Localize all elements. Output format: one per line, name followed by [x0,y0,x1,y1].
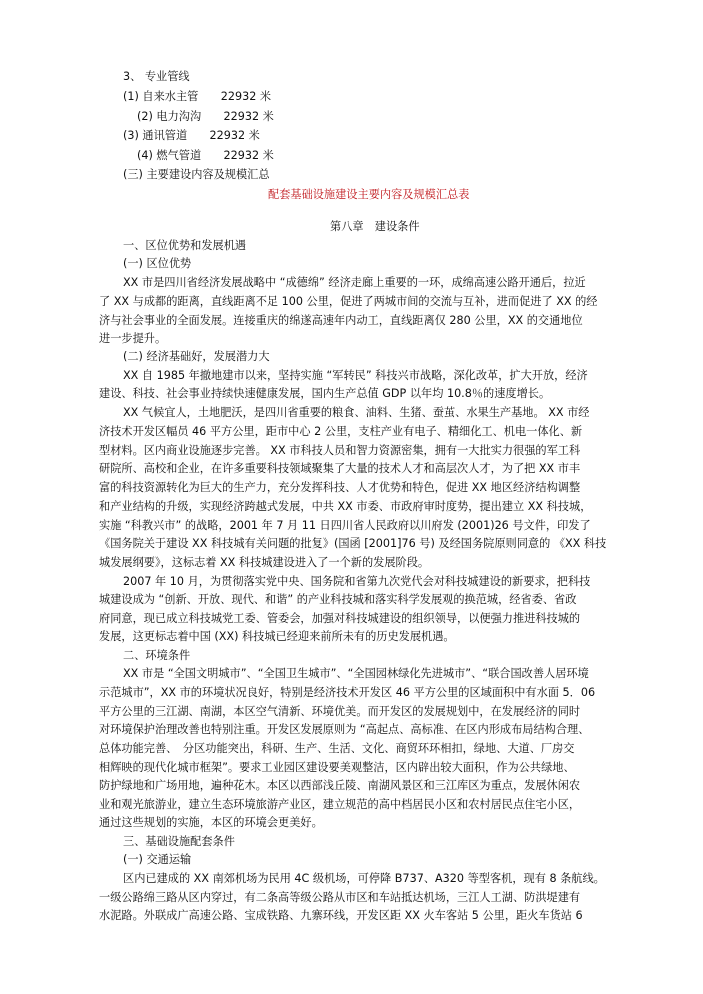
body-line: 实施 “科教兴市” 的战略，2001 年 7 月 11 日四川省人民政府以川府发 (2001)26 号文件，印发了 [99,519,591,532]
body-line: 了 XX 与成都的距离，直线距离不足 100 公里，促进了两城市间的交流与互补，进而促进了 XX 的经 [99,295,598,308]
body-line: 示范城市”，XX 市的环境状况良好，特别是经济技术开发区 46 平方公里的区域面积中有水面 5．06 [99,686,596,699]
body-line: 型材料。区内商业设施逐步完善。 XX 市科技人员和智力资源密集，拥有一大批实力很强的军工科 [99,444,581,457]
body-line: XX 自 1985 年撤地建市以来，坚持实施 “军转民” 科技兴市战略，深化改革，扩大开放，经济 [123,369,588,382]
body-line: XX 气候宜人，土地肥沃，是四川省重要的粮食、油料、生猪、蚕茧、水果生产基地。 XX 市经 [123,406,590,419]
body-line: 对环境保护治理改善也特别注重。开发区发展原则为 “高起点、高标准、在区内形成布局结构合理、 [99,723,590,736]
body-line: 济与社会事业的全面发展。连接重庆的绵遂高速年内动工，直线距离仅 280 公里，XX 的交通地位 [99,314,583,327]
chapter-title: 第八章 建设条件 [330,220,420,233]
section-heading: 一、区位优势和发展机遇 [123,239,247,252]
list-item: (1) 自来水主管 22932 米 [123,90,272,103]
body-line: 总体功能完善、 分区功能突出，科研、生产、生活、文化、商贸环环相扣，绿地、大道、厂房交 [99,742,575,755]
body-line: 通过这些规划的实施，本区的环境会更美好。 [99,816,323,829]
body-line: 府同意，现已成立科技城党工委、管委会，加强对科技城建设的组织领导，以便强力推进科技城的 [99,612,581,625]
body-line: 防护绿地和广场用地，遍种花木。本区以西部浅丘陵、南湖风景区和三江库区为重点，发展休闲农 [99,779,581,792]
subsection-heading: (一) 区位优势 [123,257,192,270]
subsection-heading: (一) 交通运输 [123,853,192,866]
body-line: 《国务院关于建设 XX 科技城有关问题的批复》(国函 [2001]76 号) 及经国务院原则同意的 《XX 科技 [99,537,607,550]
section-heading: (三) 主要建设内容及规模汇总 [123,168,270,181]
body-line: 一级公路绵三路从区内穿过，有二条高等级公路从市区和车站抵达机场，三江人工湖、防洪堤建有 [99,891,581,904]
body-line: 业和观光旅游业，建立生态环境旅游产业区，建立规范的高中档居民小区和农村居民点住宅小区， [99,798,581,811]
list-item: (2) 电力沟沟 22932 米 [137,110,274,123]
body-line: XX 市是 “全国文明城市”、“全国卫生城市”、“全国园林绿化先进城市”、“联合国改善人居环境 [123,667,589,680]
list-item: (4) 燃气管道 22932 米 [137,149,274,162]
body-line: 和产业结构的升级，实现经济跨越式发展，中共 XX 市委、市政府审时度势，提出建立 XX 科技城， [99,500,592,513]
list-item: (3) 通讯管道 22932 米 [123,129,260,142]
body-line: 研院所、高校和企业，在许多重要科技领域聚集了大量的技术人才和高层次人才，为了把 XX 市丰 [99,462,581,475]
body-line: 进一步提升。 [99,332,167,345]
body-line: 富的科技资源转化为巨大的生产力，充分发挥科技、人才优势和特色，促进 XX 地区经济结构调整 [99,481,581,494]
body-line: 2007 年 10 月，为贯彻落实党中央、国务院和省第九次党代会对科技城建设的新要求，把科技 [123,575,591,588]
body-line: 城建设成为 “创新、开放、现代、和谐” 的产业科技城和落实科学发展观的换范城，经省委、省政 [99,593,577,606]
subsection-heading: (二) 经济基础好，发展潜力大 [123,350,270,363]
section-heading: 三、基础设施配套条件 [123,835,235,848]
body-line: XX 市是四川省经济发展战略中 “成德绵” 经济走廊上重要的一环，成绵高速公路开通后，拉近 [123,276,586,289]
table-title: 配套基础设施建设主要内容及规模汇总表 [268,188,470,201]
body-line: 建设、科技、社会事业持续快速健康发展，国内生产总值 GDP 以年均 10.8％的速度增长。 [99,387,551,400]
body-line: 水泥路。外联成广高速公路、宝成铁路、九寨环线，开发区距 XX 火车客站 5 公里，距火车货站 6 [99,909,583,922]
section-heading: 3、 专业管线 [123,70,190,83]
section-heading: 二、环境条件 [123,649,191,662]
body-line: 区内已建成的 XX 南郊机场为民用 4C 级机场，可停降 B737、A320 等型客机，现有 8 条航线。 [123,872,605,885]
body-line: 平方公里的三江湖、南湖，本区空气清新、环境优美。而开发区的发展规划中，在发展经济的同时 [99,705,581,718]
body-line: 相辉映的现代化城市框架”。要求工业园区建设要美观整洁，区内辟出较大面积，作为公共绿地、 [99,761,575,774]
body-line: 济技术开发区幅员 46 平方公里，距市中心 2 公里，支柱产业有电子、精细化工、机电一体化、新 [99,425,583,438]
body-line: 发展，这更标志着中国 (XX) 科技城已经迎来前所未有的历史发展机遇。 [99,630,455,643]
body-line: 城发展纲要》，这标志着 XX 科技城建设进入了一个新的发展阶段。 [99,556,430,569]
